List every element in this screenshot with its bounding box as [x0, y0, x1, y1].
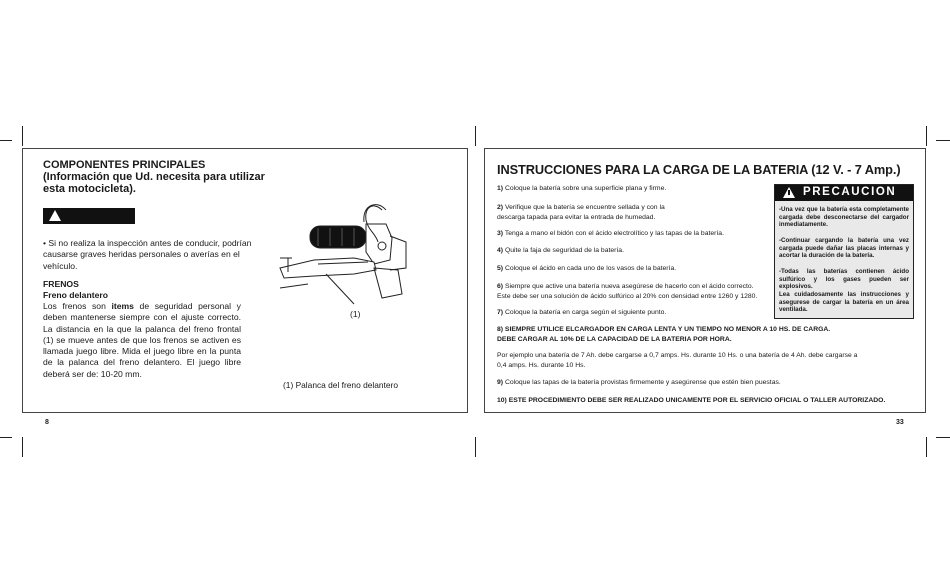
- front-brake-body: Los frenos son items de seguridad personal y deben mantenerse siempre con el ajuste correcto. La distancia en la que la palanca del freno frontal (1) se mueve antes de que los frenos se activen es llamada juego libre. Mida el juego libre en la punta de la palanca del freno delantero. El juego libre deberá ser de: 10-20 mm.: [43, 301, 241, 379]
- warning-banner: [43, 208, 135, 224]
- crop-mark: [936, 437, 950, 438]
- crop-mark: [475, 437, 476, 457]
- section-heading: COMPONENTES PRINCIPALES (Información que Ud. necesita para utilizar esta motocicleta).: [43, 159, 265, 195]
- step-item: 7) Coloque la batería en carga según el siguiente punto.: [497, 309, 667, 316]
- caution-item: -Continuar cargando la batería una vez cargada puede dañar las placas internas y acortar la duración de la batería.: [779, 237, 909, 260]
- caution-header: [775, 185, 913, 201]
- step-item: 6) Siempre que active una batería nueva asegúrese de hacerlo con el ácido correcto. Este debe ser una solución de ácido sulfúrico al 20% con densidad entre 1260 y 1280.: [497, 283, 758, 300]
- caution-item: -Todas las baterías contienen ácido sulfúrico y los gases pueden ser explosivos.: [779, 268, 909, 291]
- charging-example: Por ejemplo una batería de 7 Ah. debe cargarse a 0,7 amps. Hs. durante 10 Hs. o una batería de 4 Ah. debe cargarse a 0,4 amps. Hs. durante 10 Hs.: [497, 352, 858, 369]
- exclamation-mark: [788, 190, 790, 195]
- caution-item: -Una vez que la batería esta completamente cargada debe desconectarse del cargador inmediatamente.: [779, 206, 909, 229]
- crop-mark: [0, 437, 12, 438]
- front-brake-subtitle: Freno delantero: [43, 290, 108, 300]
- figure-callout: (1): [350, 309, 361, 319]
- step-item: 2) Verifique que la batería se encuentre sellada y con la descarga tapada para evitar la entrada de humedad.: [497, 204, 665, 221]
- step-item: 5) Coloque el ácido en cada uno de los vasos de la batería.: [497, 265, 677, 272]
- crop-mark: [0, 140, 12, 141]
- crop-mark: [936, 140, 950, 141]
- page-number-left: 8: [45, 419, 49, 426]
- crop-mark: [926, 437, 927, 457]
- crop-mark: [926, 126, 927, 146]
- warning-icon: [49, 210, 61, 221]
- warning-text: • Si no realiza la inspección antes de conducir, podrían causarse graves heridas personales o averías en el vehículo.: [43, 238, 252, 271]
- crop-mark: [22, 126, 23, 146]
- step-9: 9) Coloque las tapas de la batería provistas firmemente y asegúrense que estén bien puestas.: [497, 379, 781, 386]
- step-item: 1) Coloque la batería sobre una superficie plana y firme.: [497, 185, 667, 192]
- caution-box: [774, 184, 914, 319]
- brakes-title: FRENOS: [43, 279, 79, 289]
- step-item: 3) Tenga a mano el bidón con el ácido electrolítico y las tapas de la batería.: [497, 230, 724, 237]
- figure-caption: (1) Palanca del freno delantero: [283, 380, 398, 390]
- step-8: 8) SIEMPRE UTILICE ELCARGADOR EN CARGA LENTA Y UN TIEMPO NO MENOR A 10 HS. DE CARGA. DEBE CARGAR AL 10% DE LA CAPACIDAD DE LA BATERIA POR HORA.: [497, 326, 831, 343]
- step-item: 4) Quite la faja de seguridad de la batería.: [497, 247, 624, 254]
- caution-title: PRECAUCION: [803, 186, 897, 198]
- crop-mark: [22, 437, 23, 457]
- crop-mark: [475, 126, 476, 146]
- page-number-right: 33: [896, 419, 904, 426]
- caution-item: Lea cuidadosamente las instrucciones y asegurese de cargar la batería en un área ventilada.: [779, 291, 909, 314]
- step-10: 10) ESTE PROCEDIMIENTO DEBE SER REALIZADO UNICAMENTE POR EL SERVICIO OFICIAL O TALLER AUTORIZADO.: [497, 397, 886, 404]
- page-title: INSTRUCCIONES PARA LA CARGA DE LA BATERIA (12 V. - 7 Amp.): [497, 162, 901, 177]
